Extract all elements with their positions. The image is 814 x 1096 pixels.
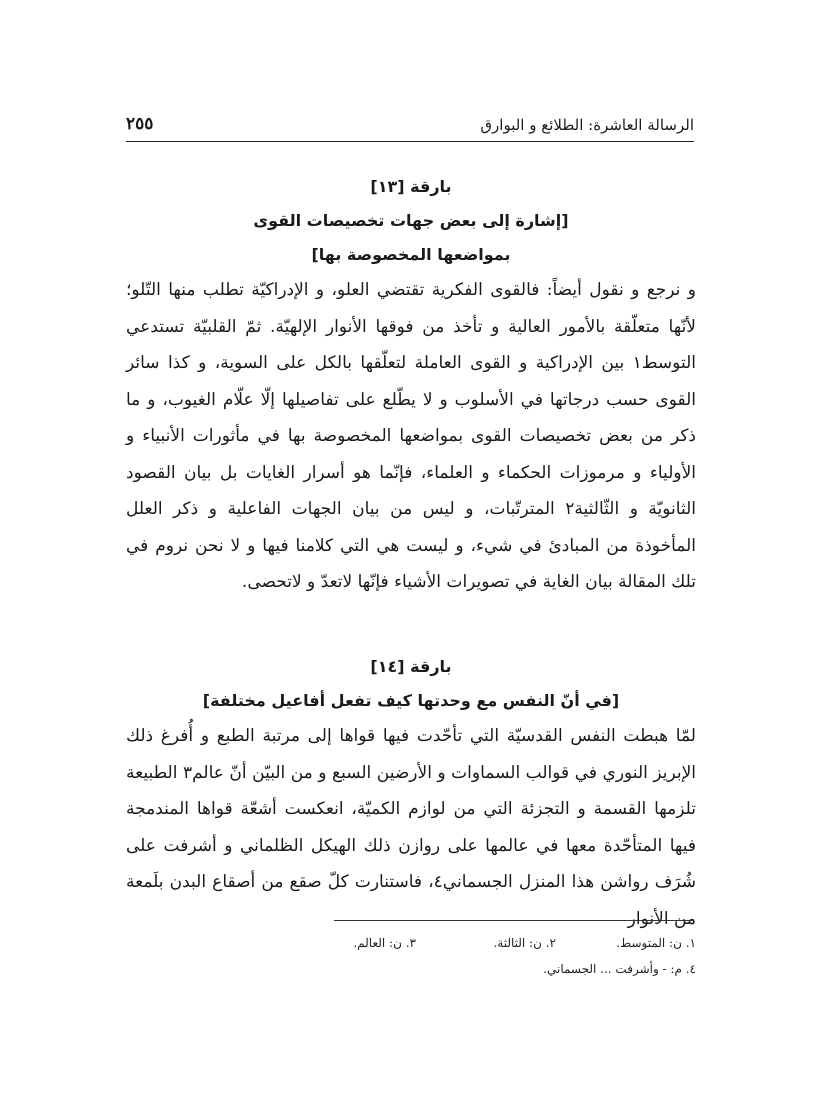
footnotes bbox=[126, 930, 696, 982]
section-number: بارقة [١٤] bbox=[370, 657, 452, 676]
section-number: بارقة [١٣] bbox=[370, 177, 452, 196]
footnote-row bbox=[126, 956, 696, 982]
section-body: لمّا هبطت النفس القدسيّة التي تأحّدت فيها قواها إلى مرتبة الطبع و أُفرغ ذلك الإبريز النوري في قوالب السماوات و الأرضين السبع و من البيّن أنّ عالم٣ الطبيعة تلزمها القسمة و التجزئة التي من لوازم الكميّة، انعكست أشعّة قواها المندمجة فيها المتأحّدة معها في عالمها على روازن ذلك الهيكل الظلماني و أشرفت على شُرَف رواشن هذا المنزل الجسماني٤، فاستنارت كلّ صقع من أصقاع البدن بلَمعة من الأنوار bbox=[126, 726, 697, 929]
running-header bbox=[126, 114, 694, 144]
section-barqa-14 bbox=[126, 650, 696, 937]
running-title: الرسالة العاشرة: الطلائع و البوارق bbox=[480, 116, 694, 134]
header-divider bbox=[126, 141, 694, 142]
section-title: [إشارة إلى بعض جهات تخصيصات القوى bbox=[253, 211, 569, 230]
footnote-divider bbox=[334, 920, 694, 921]
footnote-4: ٤. م: - وأشرفت ... الجسماني. bbox=[543, 962, 696, 976]
page-number: ٢٥٥ bbox=[126, 114, 154, 134]
section-title: [في أنّ النفس مع وحدتها كيف تفعل أفاعيل مختلفة] bbox=[202, 691, 620, 710]
footnote-row bbox=[126, 930, 696, 956]
section-title-continued: بمواضعها المخصوصة بها] bbox=[311, 245, 511, 264]
footnote-2: ٢. ن: الثالثة. bbox=[493, 936, 556, 950]
section-body: و نرجع و نقول أيضاً: فالقوى الفكرية تقتضي العلو، و الإدراكيّة تطلب منها التّلو؛ لأنّها متعلّقة بالأمور العالية و تأخذ من فوقها الأنوار الإلهيّة. ثمّ القلبيّة تستدعي التوسط١ بين الإدراكية و القوى العاملة لتعلّقها بالكل على السوية، و كذا سائر القوى حسب درجاتها في الأسلوب و لا يطّلع على تفاصيلها إلّا علّام الغيوب، و ما ذكر من بعض تخصيصات القوى بمواضعها المخصوصة بها في مأثورات الأنبياء و الأولياء و مرموزات الحكماء و العلماء، فإنّما هو أسرار الغايات بل بيان القصود الثانويّة و الثّالثية٢ المترتّبات، و ليس من بيان الجهات الفاعلية و ذكر العلل المأخوذة من المبادئ في شيء، و ليست هي التي كلامنا فيها و لا نحن نروم في تلك المقالة بيان الغاية في تصويرات الأشياء فإنّها لاتعدّ و لاتحصى. bbox=[126, 280, 697, 592]
footnote-3: ٣. ن: العالم. bbox=[353, 936, 416, 950]
section-barqa-13 bbox=[126, 170, 696, 601]
footnote-1: ١. ن: المتوسط. bbox=[616, 936, 696, 950]
